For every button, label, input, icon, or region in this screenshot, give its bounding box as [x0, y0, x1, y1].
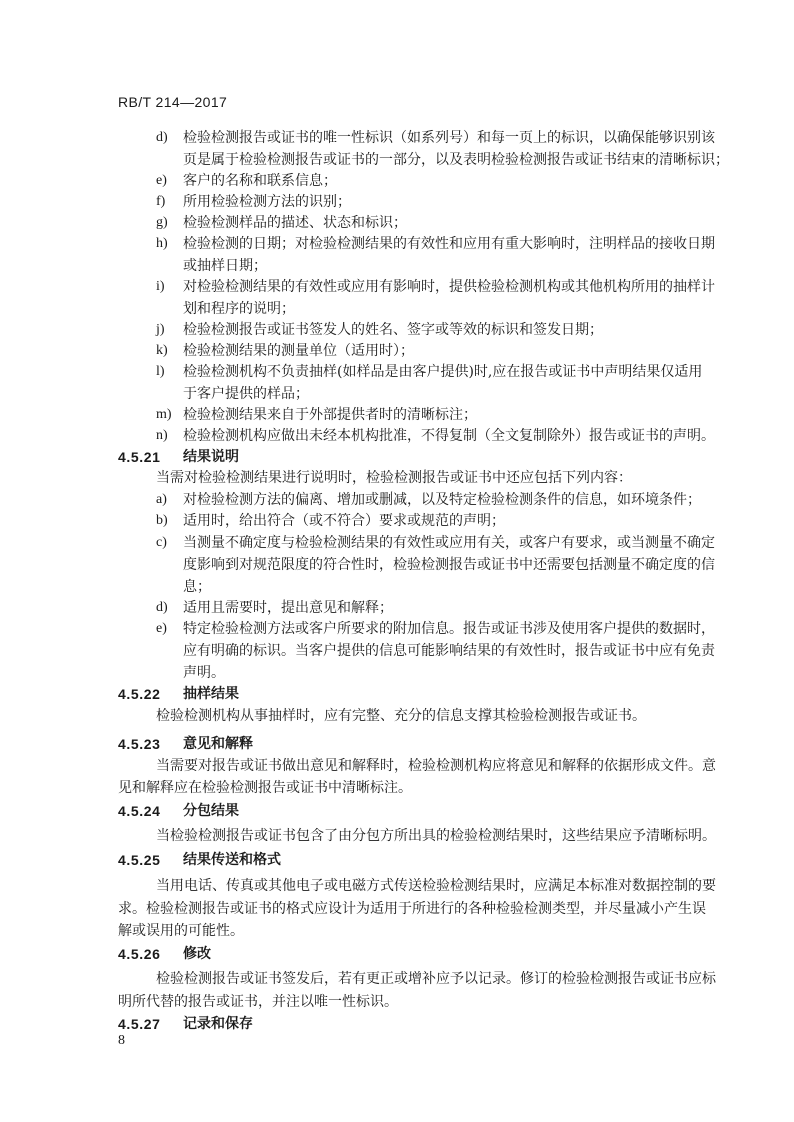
- paragraph-continuation: 求。检验检测报告或证书的格式应设计为适用于所进行的各种检验检测类型，并尽量减小产生误: [118, 901, 706, 917]
- paragraph: 当用电话、传真或其他电子或电磁方式传送检验检测结果时，应满足本标准对数据控制的要: [156, 878, 716, 894]
- document-code-header: RB/T 214—2017: [118, 94, 228, 110]
- page-number: 8: [118, 1033, 125, 1048]
- paragraph: 当检验检测报告或证书包含了由分包方所出具的检验检测结果时，这些结果应予清晰标明。: [156, 828, 716, 844]
- paragraph: 当需对检验检测结果进行说明时，检验检测报告或证书中还应包括下列内容：: [156, 470, 632, 486]
- paragraph-continuation: 见和解释应在检验检测报告或证书中清晰标注。: [118, 780, 412, 796]
- paragraph-continuation: 明所代替的报告或证书，并注以唯一性标识。: [118, 994, 398, 1010]
- paragraph-continuation: 解或误用的可能性。: [118, 923, 244, 939]
- paragraph: 检验检测报告或证书签发后，若有更正或增补应予以记录。修订的检验检测报告或证书应标: [156, 971, 716, 987]
- paragraph: 当需要对报告或证书做出意见和解释时，检验检测机构应将意见和解释的依据形成文件。意: [156, 758, 716, 774]
- paragraph: 检验检测机构从事抽样时，应有完整、充分的信息支撑其检验检测报告或证书。: [156, 708, 646, 724]
